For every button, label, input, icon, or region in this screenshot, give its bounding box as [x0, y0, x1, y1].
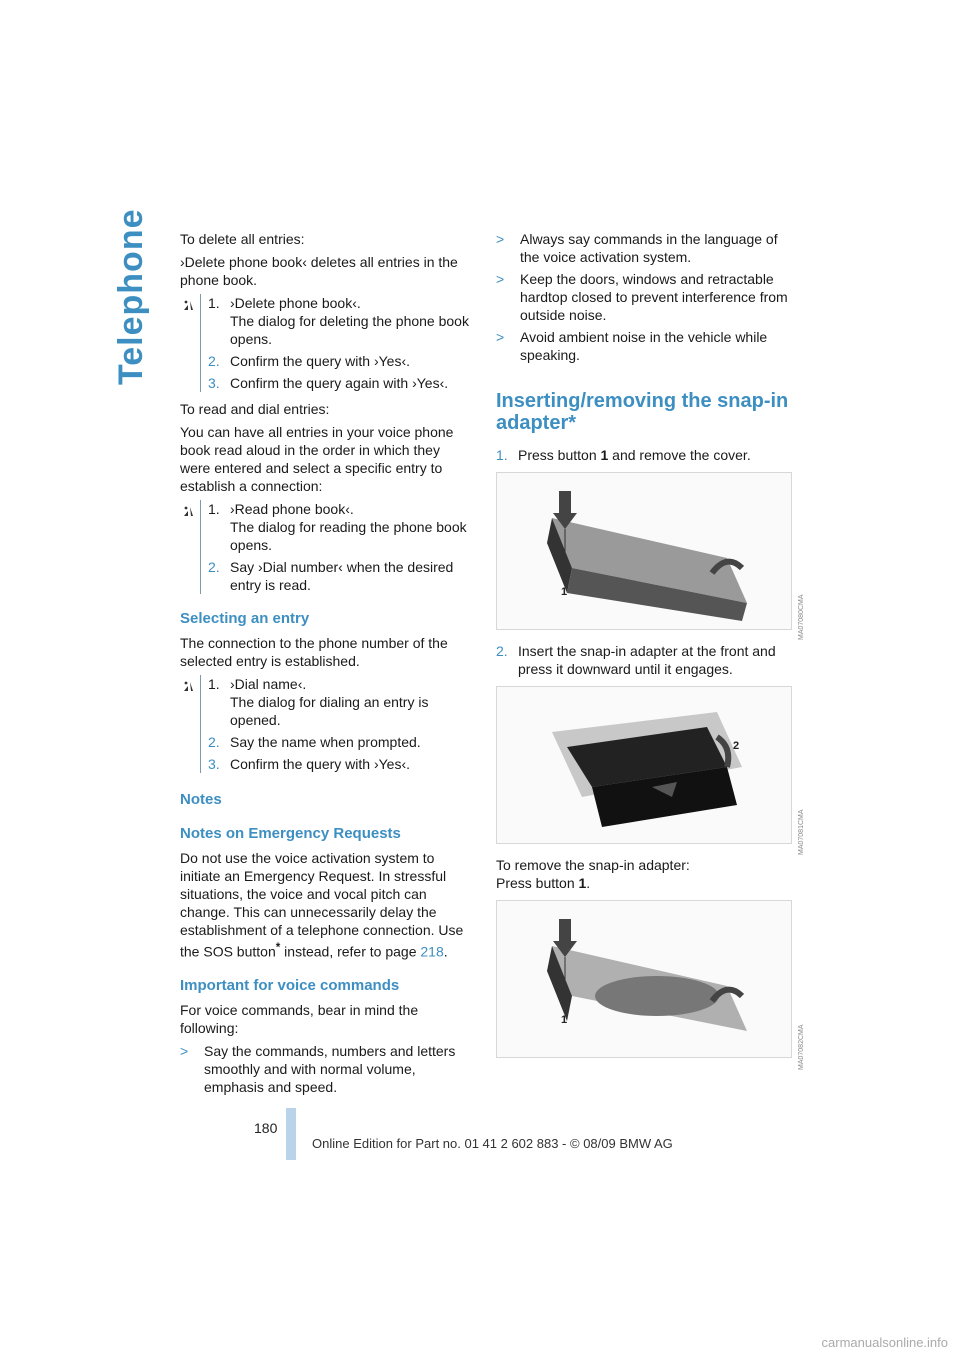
step-text-b: and remove the cover.: [608, 447, 751, 463]
snap-step-2: [496, 642, 792, 678]
figure-callout-2: 2: [733, 740, 740, 752]
emergency-text: [180, 849, 470, 961]
figure-remove-cover: [496, 472, 792, 630]
voice-block-line: [200, 675, 201, 773]
watermark: carmanualsonline.info: [821, 1335, 948, 1350]
emergency-heading: Notes on Emergency Requests: [180, 825, 401, 842]
read-desc: You can have all entries in your voice phone book read aloud in the order in which they were entered and select a specific entry to establish a connection:: [180, 424, 454, 494]
bullet-mark: >: [496, 271, 505, 287]
remove-text-a: Press button: [496, 875, 579, 891]
snap-step-1: [496, 446, 792, 464]
voice-commands-heading: Important for voice commands: [180, 976, 400, 994]
list-item: [496, 328, 792, 364]
bullet-mark: >: [180, 1042, 189, 1059]
voice-block-line: [200, 294, 201, 392]
delete-steps-block: [180, 294, 470, 392]
step-number: 2.: [208, 353, 220, 369]
bullet-text: Avoid ambient noise in the vehicle while speaking.: [520, 329, 768, 363]
button-ref: 1: [578, 875, 587, 891]
remove-intro: To remove the snap-in adapter:: [496, 857, 690, 873]
delete-intro: To delete all entries:: [180, 231, 305, 247]
page-reference-link[interactable]: 218: [420, 943, 444, 960]
step-number: 3.: [208, 756, 220, 772]
figure-code: MA07082CMA: [798, 1024, 805, 1070]
left-column: [180, 230, 470, 1100]
read-step-1: [208, 500, 470, 554]
select-steps-block: [180, 675, 470, 773]
list-item: [496, 230, 792, 266]
figure-code: MA07080CMA: [798, 594, 805, 640]
voice-command-icon: [182, 504, 196, 518]
step-text: Confirm the query again with ›Yes‹.: [230, 375, 449, 391]
emergency-text-end: .: [443, 943, 448, 960]
select-step-1: [208, 675, 470, 729]
button-ref: 1: [600, 447, 609, 463]
delete-desc: ›Delete phone book‹ deletes all entries in the phone book.: [180, 254, 458, 288]
step-text: Insert the snap-in adapter at the front and press it downward until it engages.: [518, 643, 776, 677]
snap-in-adapter-remove-illustration: [497, 901, 791, 1057]
voice-command-icon: [182, 679, 196, 693]
section-title: Telephone: [112, 208, 150, 385]
delete-step-2: [208, 352, 470, 370]
step-text-a: Press button: [518, 447, 601, 463]
step-text: Say the name when prompted.: [230, 734, 421, 750]
step-number: 2.: [208, 734, 220, 750]
edition-note: Online Edition for Part no. 01 41 2 602 883 - © 08/09 BMW AG: [312, 1136, 673, 1151]
figure-code: MA07081CMA: [798, 809, 805, 855]
emergency-text-a: Do not use the voice activation system to initiate an Emergency Request. In stressful situations, the voice and vocal pitch can change. This can unnecessarily delay the establishment of a telephone connection. Use the SOS button: [180, 850, 464, 960]
delete-step-3: [208, 374, 470, 392]
voice-command-icon: [182, 298, 196, 312]
select-step-3: [208, 755, 470, 773]
select-desc: The connection to the phone number of the selected entry is established.: [180, 635, 448, 669]
emergency-text-b: instead, refer to page: [280, 943, 421, 960]
step-text: ›Dial name‹. The dialog for dialing an entry is opened.: [230, 676, 429, 728]
notes-heading: Notes: [180, 791, 222, 808]
figure-remove-adapter: [496, 900, 792, 1058]
bullet-text: Say the commands, numbers and letters smoothly and with normal volume, emphasis and speed.: [204, 1042, 456, 1095]
right-column: [496, 230, 792, 1070]
bullet-text: Always say commands in the language of the voice activation system.: [520, 231, 778, 265]
step-number: 1.: [496, 447, 508, 463]
bullet-mark: >: [496, 231, 505, 247]
list-item: [496, 270, 792, 324]
bullet-mark: >: [496, 329, 505, 345]
footer-bar: [286, 1108, 296, 1160]
snap-in-adapter-illustration: [497, 473, 791, 629]
step-number: 1.: [208, 676, 220, 692]
snap-in-adapter-insert-illustration: [497, 687, 791, 843]
voice-commands-desc: For voice commands, bear in mind the following:: [180, 1001, 419, 1036]
read-step-2: [208, 558, 470, 594]
step-number: 2.: [496, 643, 508, 659]
optional-star: *: [275, 941, 281, 954]
step-text: [518, 446, 751, 464]
select-step-2: [208, 733, 470, 751]
read-steps-block: [180, 500, 470, 594]
step-text: Say ›Dial number‹ when the desired entry is read.: [230, 559, 454, 593]
snap-in-heading: Inserting/removing the snap-in adapter*: [496, 390, 789, 434]
delete-step-1: [208, 294, 470, 348]
select-heading: Selecting an entry: [180, 610, 310, 627]
list-item: [180, 1042, 470, 1096]
figure-callout-1: 1: [561, 586, 568, 598]
step-number: 2.: [208, 559, 220, 575]
read-intro: To read and dial entries:: [180, 401, 330, 417]
page-number: 180: [254, 1120, 278, 1136]
bullet-text: Keep the doors, windows and retractable hardtop closed to prevent interference from outside noise.: [520, 271, 788, 323]
step-text: Confirm the query with ›Yes‹.: [230, 756, 410, 772]
remove-step: [496, 874, 792, 892]
step-number: 1.: [208, 295, 220, 311]
voice-block-line: [200, 500, 201, 594]
remove-text-b: .: [586, 875, 591, 891]
step-text: ›Read phone book‹. The dialog for reading the phone book opens.: [230, 501, 467, 553]
step-text: Confirm the query with ›Yes‹.: [230, 353, 410, 369]
step-number: 3.: [208, 375, 220, 391]
figure-callout-1: 1: [561, 1014, 568, 1026]
figure-insert-adapter: [496, 686, 792, 844]
step-text: ›Delete phone book‹. The dialog for deleting the phone book opens.: [230, 295, 469, 347]
step-number: 1.: [208, 501, 220, 517]
